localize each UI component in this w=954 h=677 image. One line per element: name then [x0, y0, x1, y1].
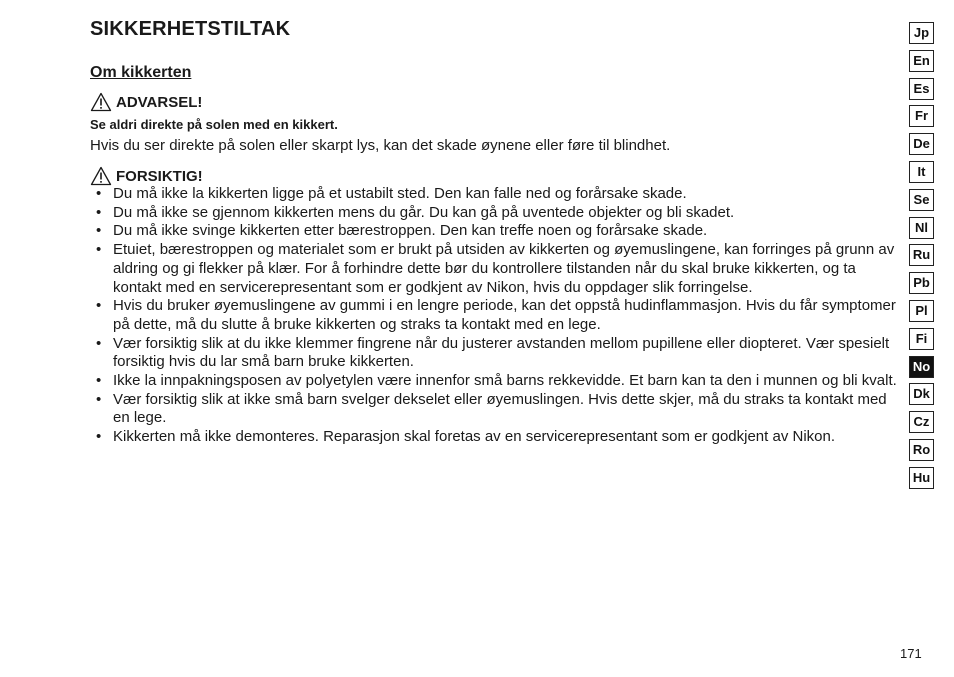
language-tab-dk[interactable]: Dk — [909, 383, 934, 405]
caution-list — [93, 185, 898, 447]
language-tab-en[interactable]: En — [909, 50, 934, 72]
language-tab-nl[interactable]: Nl — [909, 217, 934, 239]
caution-item: • Hvis du bruker øyemuslingene av gummi i en lengre periode, kan det oppstå hudinflammasjon. Hvis du får symptomer på dette, må du slutte å bruke kikkerten og straks ta kontakt med en lege. — [93, 297, 898, 334]
language-tab-jp[interactable]: Jp — [909, 22, 934, 44]
caution-item: • Du må ikke la kikkerten ligge på et ustabilt sted. Den kan falle ned og forårsake skade. — [93, 185, 898, 204]
section-heading: Om kikkerten — [90, 64, 192, 81]
language-tab-de[interactable]: De — [909, 133, 934, 155]
page-title: SIKKERHETSTILTAK — [90, 18, 291, 40]
language-tabs — [909, 22, 936, 495]
caution-item: • Vær forsiktig slik at ikke små barn svelger dekselet eller øyemuslingen. Hvis dette skjer, må du straks ta kontakt med en lege. — [93, 391, 898, 428]
language-tab-it[interactable]: It — [909, 161, 934, 183]
warning-heading — [90, 92, 202, 112]
warning-text: Hvis du ser direkte på solen eller skarpt lys, kan det skade øynene eller føre til blindhet. — [90, 137, 671, 154]
page-number: 171 — [900, 646, 922, 661]
warning-triangle-icon — [90, 92, 112, 112]
caution-item: • Vær forsiktig slik at du ikke klemmer fingrene når du justerer avstanden mellom pupillene eller diopteret. Vær spesielt forsiktig hvis du lar små barn bruke kikkerten. — [93, 335, 898, 372]
language-tab-hu[interactable]: Hu — [909, 467, 934, 489]
language-tab-no[interactable]: No — [909, 356, 934, 378]
language-tab-cz[interactable]: Cz — [909, 411, 934, 433]
warning-label: ADVARSEL! — [116, 93, 203, 111]
caution-item: • Du må ikke svinge kikkerten etter bærestroppen. Den kan treffe noen og forårsake skade. — [93, 222, 898, 241]
language-tab-fi[interactable]: Fi — [909, 328, 934, 350]
language-tab-pl[interactable]: Pl — [909, 300, 934, 322]
language-tab-ru[interactable]: Ru — [909, 244, 934, 266]
caution-heading — [90, 166, 203, 186]
language-tab-es[interactable]: Es — [909, 78, 934, 100]
caution-item: • Etuiet, bærestroppen og materialet som er brukt på utsiden av kikkerten og øyemuslingene, kan forringes på grunn av aldring og gi flekker på klær. For å forhindre dette bør du kontrollere tilstanden når du skal bruke kikkerten, og ta kontakt med en servicerepresentant som er godkjent av Nikon, hvis du oppdager slik forringelse. — [93, 241, 898, 297]
caution-item: • Du må ikke se gjennom kikkerten mens du går. Du kan gå på uventede objekter og bli skadet. — [93, 204, 898, 223]
language-tab-ro[interactable]: Ro — [909, 439, 934, 461]
caution-label: FORSIKTIG! — [116, 167, 203, 185]
language-tab-fr[interactable]: Fr — [909, 105, 934, 127]
warning-triangle-icon — [90, 166, 112, 186]
caution-item: • Kikkerten må ikke demonteres. Reparasjon skal foretas av en servicerepresentant som er godkjent av Nikon. — [93, 428, 898, 447]
language-tab-se[interactable]: Se — [909, 189, 934, 211]
warning-bold-text: Se aldri direkte på solen med en kikkert. — [90, 117, 338, 132]
language-tab-pb[interactable]: Pb — [909, 272, 934, 294]
caution-item: • Ikke la innpakningsposen av polyetylen være innenfor små barns rekkevidde. Et barn kan ta den i munnen og bli kvalt. — [93, 372, 898, 391]
